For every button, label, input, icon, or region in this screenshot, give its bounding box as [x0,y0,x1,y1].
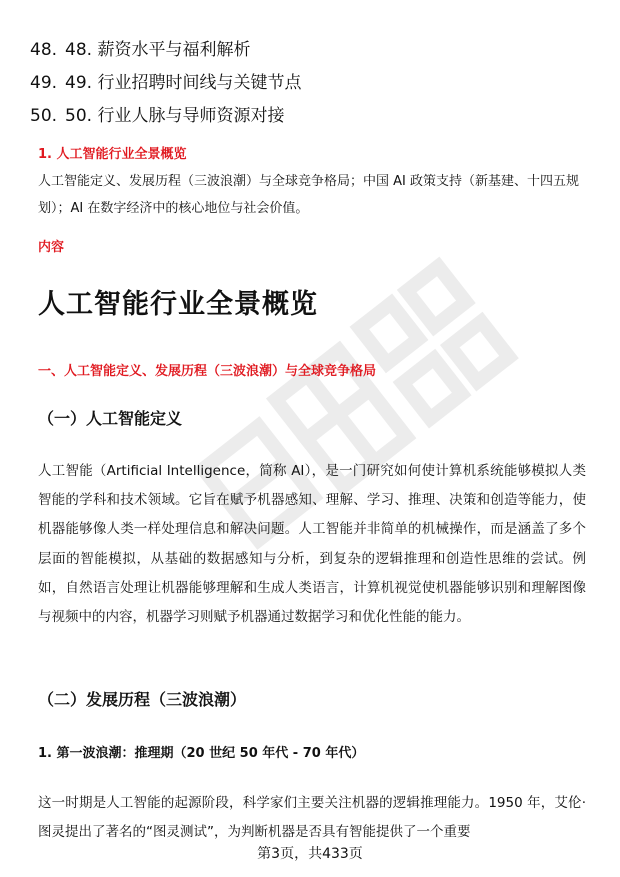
summary-title: 1. 人工智能行业全景概览 [38,147,187,162]
wave-heading: 1. 第一波浪潮：推理期（20 世纪 50 年代 - 70 年代） [38,746,365,761]
toc-item[interactable] [30,34,302,67]
toc-number: 48. [30,40,58,60]
toc-label: 49. 行业招聘时间线与关键节点 [65,73,302,93]
main-title: 人工智能行业全景概览 [38,289,318,320]
subsection-heading: （二）发展历程（三波浪潮） [38,690,247,709]
table-of-contents [30,34,302,133]
paragraph: 人工智能（Artificial Intelligence，简称 AI），是一门研究如何使计算机系统能够模拟人类智能的学科和技术领域。它旨在赋予机器感知、理解、学习、推理、决策和创造等能力，使机器能够像人类一样处理信息和解决问题。人工智能并非简单的机械操作，而是涵盖了多个层面的智能模拟，从基础的数据感知与分析，到复杂的逻辑推理和创造性思维的尝试。例如，自然语言处理让机器能够理解和生成人类语言，计算机视觉使机器能够识别和理解图像与视频中的内容，机器学习则赋予机器通过数据学习和优化性能的能力。 [38,463,586,626]
toc-label: 50. 行业人脉与导师资源对接 [65,106,285,126]
toc-item[interactable] [30,100,302,133]
subsection-heading: （一）人工智能定义 [38,409,183,428]
content-label: 内容 [38,240,65,255]
page-footer: 第3页，共433页 [0,843,620,865]
toc-number: 49. [30,73,58,93]
section-heading: 一、人工智能定义、发展历程（三波浪潮）与全球竞争格局 [38,364,377,379]
paragraph: 这一时期是人工智能的起源阶段，科学家们主要关注机器的逻辑推理能力。1950 年，艾伦·图灵提出了著名的“图灵测试”，为判断机器是否具有智能提供了一个重要 [38,795,586,841]
summary-text: 人工智能定义、发展历程（三波浪潮）与全球竞争格局；中国 AI 政策支持（新基建、十四五规划）；AI 在数字经济中的核心地位与社会价值。 [38,174,579,216]
toc-item[interactable] [30,67,302,100]
toc-label: 48. 薪资水平与福利解析 [65,40,251,60]
toc-number: 50. [30,106,58,126]
